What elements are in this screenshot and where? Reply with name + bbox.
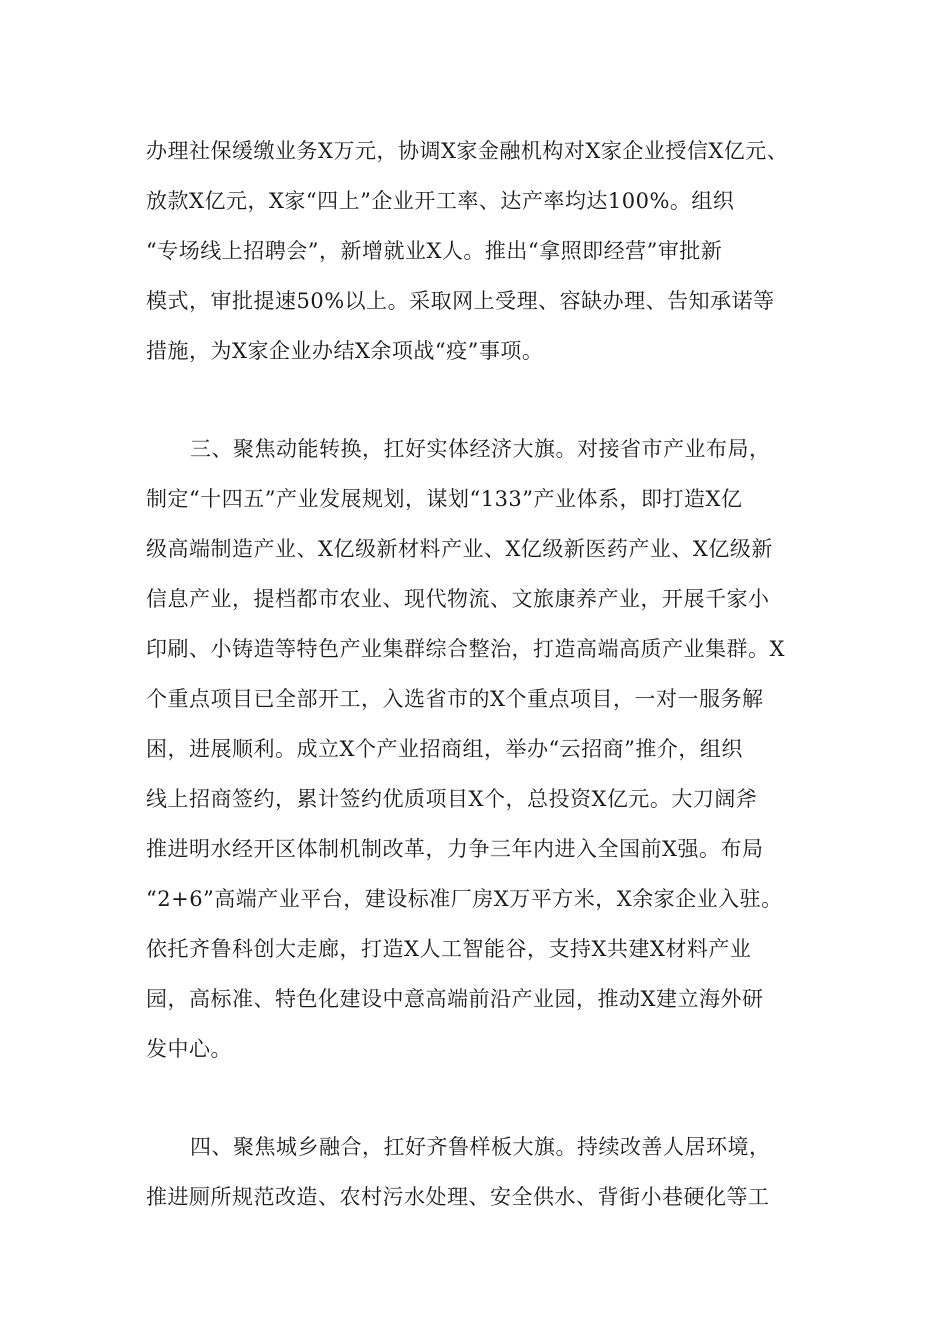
paragraph-1-line-1: 办理社保缓缴业务X万元，协调X家金融机构对X家企业授信X亿元、 [146, 139, 789, 163]
paragraph-2-line-12: 园，高标准、特色化建设中意高端前沿产业园，推动X建立海外研 [146, 987, 764, 1011]
paragraph-2-line-3: 级高端制造产业、X亿级新材料产业、X亿级新医药产业、X亿级新 [146, 537, 773, 561]
paragraph-2-line-9: 推进明水经开区体制机制改革，力争三年内进入全国前X强。布局 [146, 837, 764, 861]
paragraph-1-line-3: “专场线上招聘会”，新增就业X人。推出“拿照即经营”审批新 [146, 239, 723, 263]
paragraph-2-line-2: 制定“十四五”产业发展规划，谋划“133”产业体系，即打造X亿 [146, 487, 743, 511]
paragraph-2-line-10: “2+6”高端产业平台，建设标准厂房X万平方米，X余家企业入驻。 [146, 887, 783, 911]
paragraph-1-line-2: 放款X亿元，X家“四上”企业开工率、达产率均达100%。组织 [146, 189, 735, 213]
paragraph-2-line-4: 信息产业，提档都市农业、现代物流、文旅康养产业，开展千家小 [146, 587, 770, 611]
paragraph-2-line-1: 三、聚焦动能转换，扛好实体经济大旗。对接省市产业布局， [190, 437, 771, 461]
paragraph-2-line-6: 个重点项目已全部开工，入选省市的X个重点项目，一对一服务解 [146, 687, 764, 711]
paragraph-1-line-4: 模式，审批提速50%以上。采取网上受理、容缺办理、告知承诺等 [146, 289, 775, 313]
paragraph-2-line-5: 印刷、小铸造等特色产业集群综合整治，打造高端高质产业集群。X [146, 637, 785, 661]
paragraph-3-line-2: 推进厕所规范改造、农村污水处理、安全供水、背街小巷硬化等工 [146, 1185, 770, 1209]
paragraph-2-line-11: 依托齐鲁科创大走廊，打造X人工智能谷，支持X共建X材料产业 [146, 937, 752, 961]
paragraph-3-line-1: 四、聚焦城乡融合，扛好齐鲁样板大旗。持续改善人居环境， [190, 1135, 771, 1159]
paragraph-2-line-8: 线上招商签约，累计签约优质项目X个，总投资X亿元。大刀阔斧 [146, 787, 758, 811]
paragraph-2-line-13: 发中心。 [146, 1037, 232, 1061]
paragraph-2-line-7: 困，进展顺利。成立X个产业招商组，举办“云招商”推介，组织 [146, 737, 743, 761]
paragraph-1-line-5: 措施，为X家企业办结X余项战“疫”事项。 [146, 339, 544, 363]
